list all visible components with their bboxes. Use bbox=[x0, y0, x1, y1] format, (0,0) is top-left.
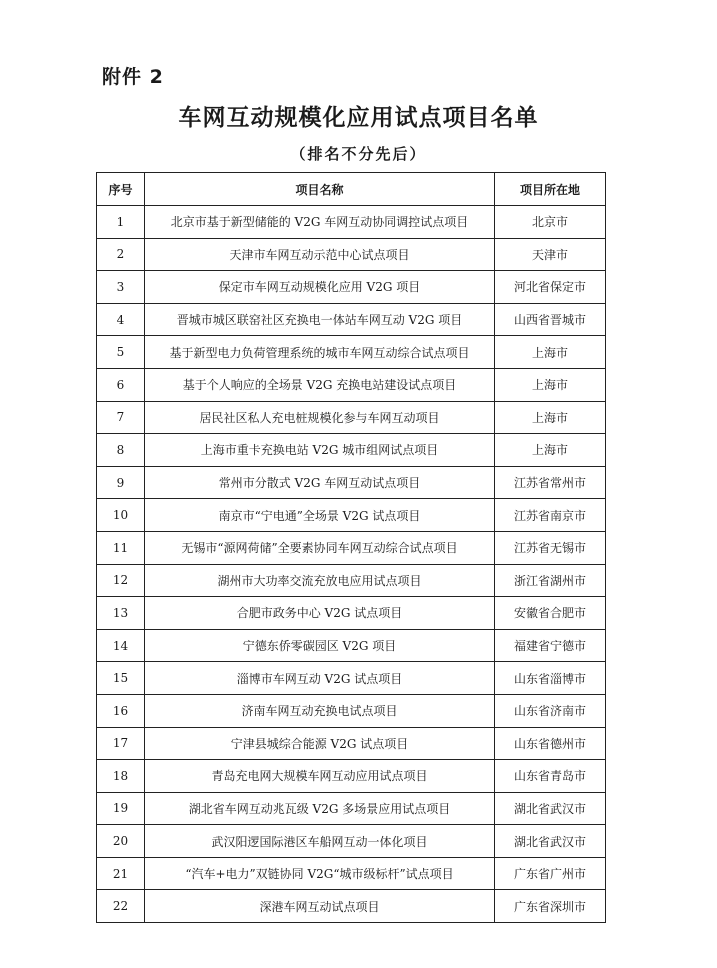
row-number: 2 bbox=[97, 238, 145, 271]
table-row bbox=[97, 629, 606, 662]
row-project-name: 无锡市“源网荷储”全要素协同车网互动综合试点项目 bbox=[145, 531, 495, 564]
table-row bbox=[97, 857, 606, 890]
row-location: 山西省晋城市 bbox=[495, 303, 606, 336]
row-number: 5 bbox=[97, 336, 145, 369]
row-location: 上海市 bbox=[495, 336, 606, 369]
row-project-name: 淄博市车网互动 V2G 试点项目 bbox=[145, 662, 495, 695]
row-location: 河北省保定市 bbox=[495, 271, 606, 304]
row-number: 21 bbox=[97, 857, 145, 890]
row-location: 上海市 bbox=[495, 368, 606, 401]
row-number: 4 bbox=[97, 303, 145, 336]
row-location: 山东省青岛市 bbox=[495, 760, 606, 793]
row-project-name: 天津市车网互动示范中心试点项目 bbox=[145, 238, 495, 271]
row-project-name: 上海市重卡充换电站 V2G 城市组网试点项目 bbox=[145, 434, 495, 467]
row-location: 北京市 bbox=[495, 206, 606, 239]
row-location: 福建省宁德市 bbox=[495, 629, 606, 662]
row-project-name: 深港车网互动试点项目 bbox=[145, 890, 495, 923]
table-row bbox=[97, 760, 606, 793]
table-row bbox=[97, 597, 606, 630]
row-project-name: 宁津县城综合能源 V2G 试点项目 bbox=[145, 727, 495, 760]
row-project-name: 青岛充电网大规模车网互动应用试点项目 bbox=[145, 760, 495, 793]
row-project-name: 保定市车网互动规模化应用 V2G 项目 bbox=[145, 271, 495, 304]
row-project-name: 合肥市政务中心 V2G 试点项目 bbox=[145, 597, 495, 630]
row-location: 江苏省常州市 bbox=[495, 466, 606, 499]
table-row bbox=[97, 303, 606, 336]
row-project-name: 济南车网互动充换电试点项目 bbox=[145, 694, 495, 727]
row-project-name: 湖州市大功率交流充放电应用试点项目 bbox=[145, 564, 495, 597]
header-location: 项目所在地 bbox=[495, 173, 606, 206]
row-project-name: 常州市分散式 V2G 车网互动试点项目 bbox=[145, 466, 495, 499]
page-title: 车网互动规模化应用试点项目名单 bbox=[178, 105, 539, 131]
row-number: 12 bbox=[97, 564, 145, 597]
row-location: 广东省广州市 bbox=[495, 857, 606, 890]
row-project-name: 南京市“宁电通”全场景 V2G 试点项目 bbox=[145, 499, 495, 532]
row-number: 16 bbox=[97, 694, 145, 727]
table-row bbox=[97, 662, 606, 695]
table-row bbox=[97, 727, 606, 760]
row-project-name: 晋城市城区联窑社区充换电一体站车网互动 V2G 项目 bbox=[145, 303, 495, 336]
row-project-name: 湖北省车网互动兆瓦级 V2G 多场景应用试点项目 bbox=[145, 792, 495, 825]
row-project-name: 基于新型电力负荷管理系统的城市车网互动综合试点项目 bbox=[145, 336, 495, 369]
row-location: 江苏省无锡市 bbox=[495, 531, 606, 564]
row-number: 22 bbox=[97, 890, 145, 923]
row-number: 18 bbox=[97, 760, 145, 793]
row-project-name: 宁德东侨零碳园区 V2G 项目 bbox=[145, 629, 495, 662]
row-number: 6 bbox=[97, 368, 145, 401]
row-location: 湖北省武汉市 bbox=[495, 825, 606, 858]
row-number: 11 bbox=[97, 531, 145, 564]
table-row bbox=[97, 564, 606, 597]
row-location: 广东省深圳市 bbox=[495, 890, 606, 923]
row-number: 17 bbox=[97, 727, 145, 760]
row-project-name: 基于个人响应的全场景 V2G 充换电站建设试点项目 bbox=[145, 368, 495, 401]
row-location: 山东省德州市 bbox=[495, 727, 606, 760]
table-row bbox=[97, 466, 606, 499]
table-row bbox=[97, 238, 606, 271]
table-body bbox=[97, 206, 606, 923]
row-number: 13 bbox=[97, 597, 145, 630]
row-number: 8 bbox=[97, 434, 145, 467]
table-row bbox=[97, 499, 606, 532]
row-location: 安徽省合肥市 bbox=[495, 597, 606, 630]
row-number: 7 bbox=[97, 401, 145, 434]
project-table bbox=[96, 172, 606, 923]
row-number: 19 bbox=[97, 792, 145, 825]
row-location: 山东省淄博市 bbox=[495, 662, 606, 695]
table-row bbox=[97, 368, 606, 401]
row-number: 10 bbox=[97, 499, 145, 532]
row-location: 湖北省武汉市 bbox=[495, 792, 606, 825]
header-project-name: 项目名称 bbox=[145, 173, 495, 206]
table-header-row bbox=[97, 173, 606, 206]
row-location: 江苏省南京市 bbox=[495, 499, 606, 532]
page-subtitle: （排名不分先后） bbox=[290, 145, 427, 163]
row-location: 上海市 bbox=[495, 434, 606, 467]
row-project-name: 武汉阳逻国际港区车船网互动一体化项目 bbox=[145, 825, 495, 858]
table-row bbox=[97, 434, 606, 467]
row-number: 14 bbox=[97, 629, 145, 662]
row-number: 15 bbox=[97, 662, 145, 695]
row-location: 浙江省湖州市 bbox=[495, 564, 606, 597]
row-location: 上海市 bbox=[495, 401, 606, 434]
table-row bbox=[97, 792, 606, 825]
table-row bbox=[97, 890, 606, 923]
row-number: 20 bbox=[97, 825, 145, 858]
row-project-name: 北京市基于新型储能的 V2G 车网互动协同调控试点项目 bbox=[145, 206, 495, 239]
attachment-label: 附件 2 bbox=[102, 66, 164, 88]
table-row bbox=[97, 271, 606, 304]
row-number: 9 bbox=[97, 466, 145, 499]
row-project-name: 居民社区私人充电桩规模化参与车网互动项目 bbox=[145, 401, 495, 434]
row-project-name: “汽车+电力”双链协同 V2G“城市级标杆”试点项目 bbox=[145, 857, 495, 890]
row-location: 天津市 bbox=[495, 238, 606, 271]
row-location: 山东省济南市 bbox=[495, 694, 606, 727]
header-number: 序号 bbox=[97, 173, 145, 206]
table-row bbox=[97, 694, 606, 727]
table-row bbox=[97, 336, 606, 369]
table-row bbox=[97, 531, 606, 564]
row-number: 3 bbox=[97, 271, 145, 304]
table-row bbox=[97, 401, 606, 434]
table-row bbox=[97, 825, 606, 858]
row-number: 1 bbox=[97, 206, 145, 239]
table-row bbox=[97, 206, 606, 239]
